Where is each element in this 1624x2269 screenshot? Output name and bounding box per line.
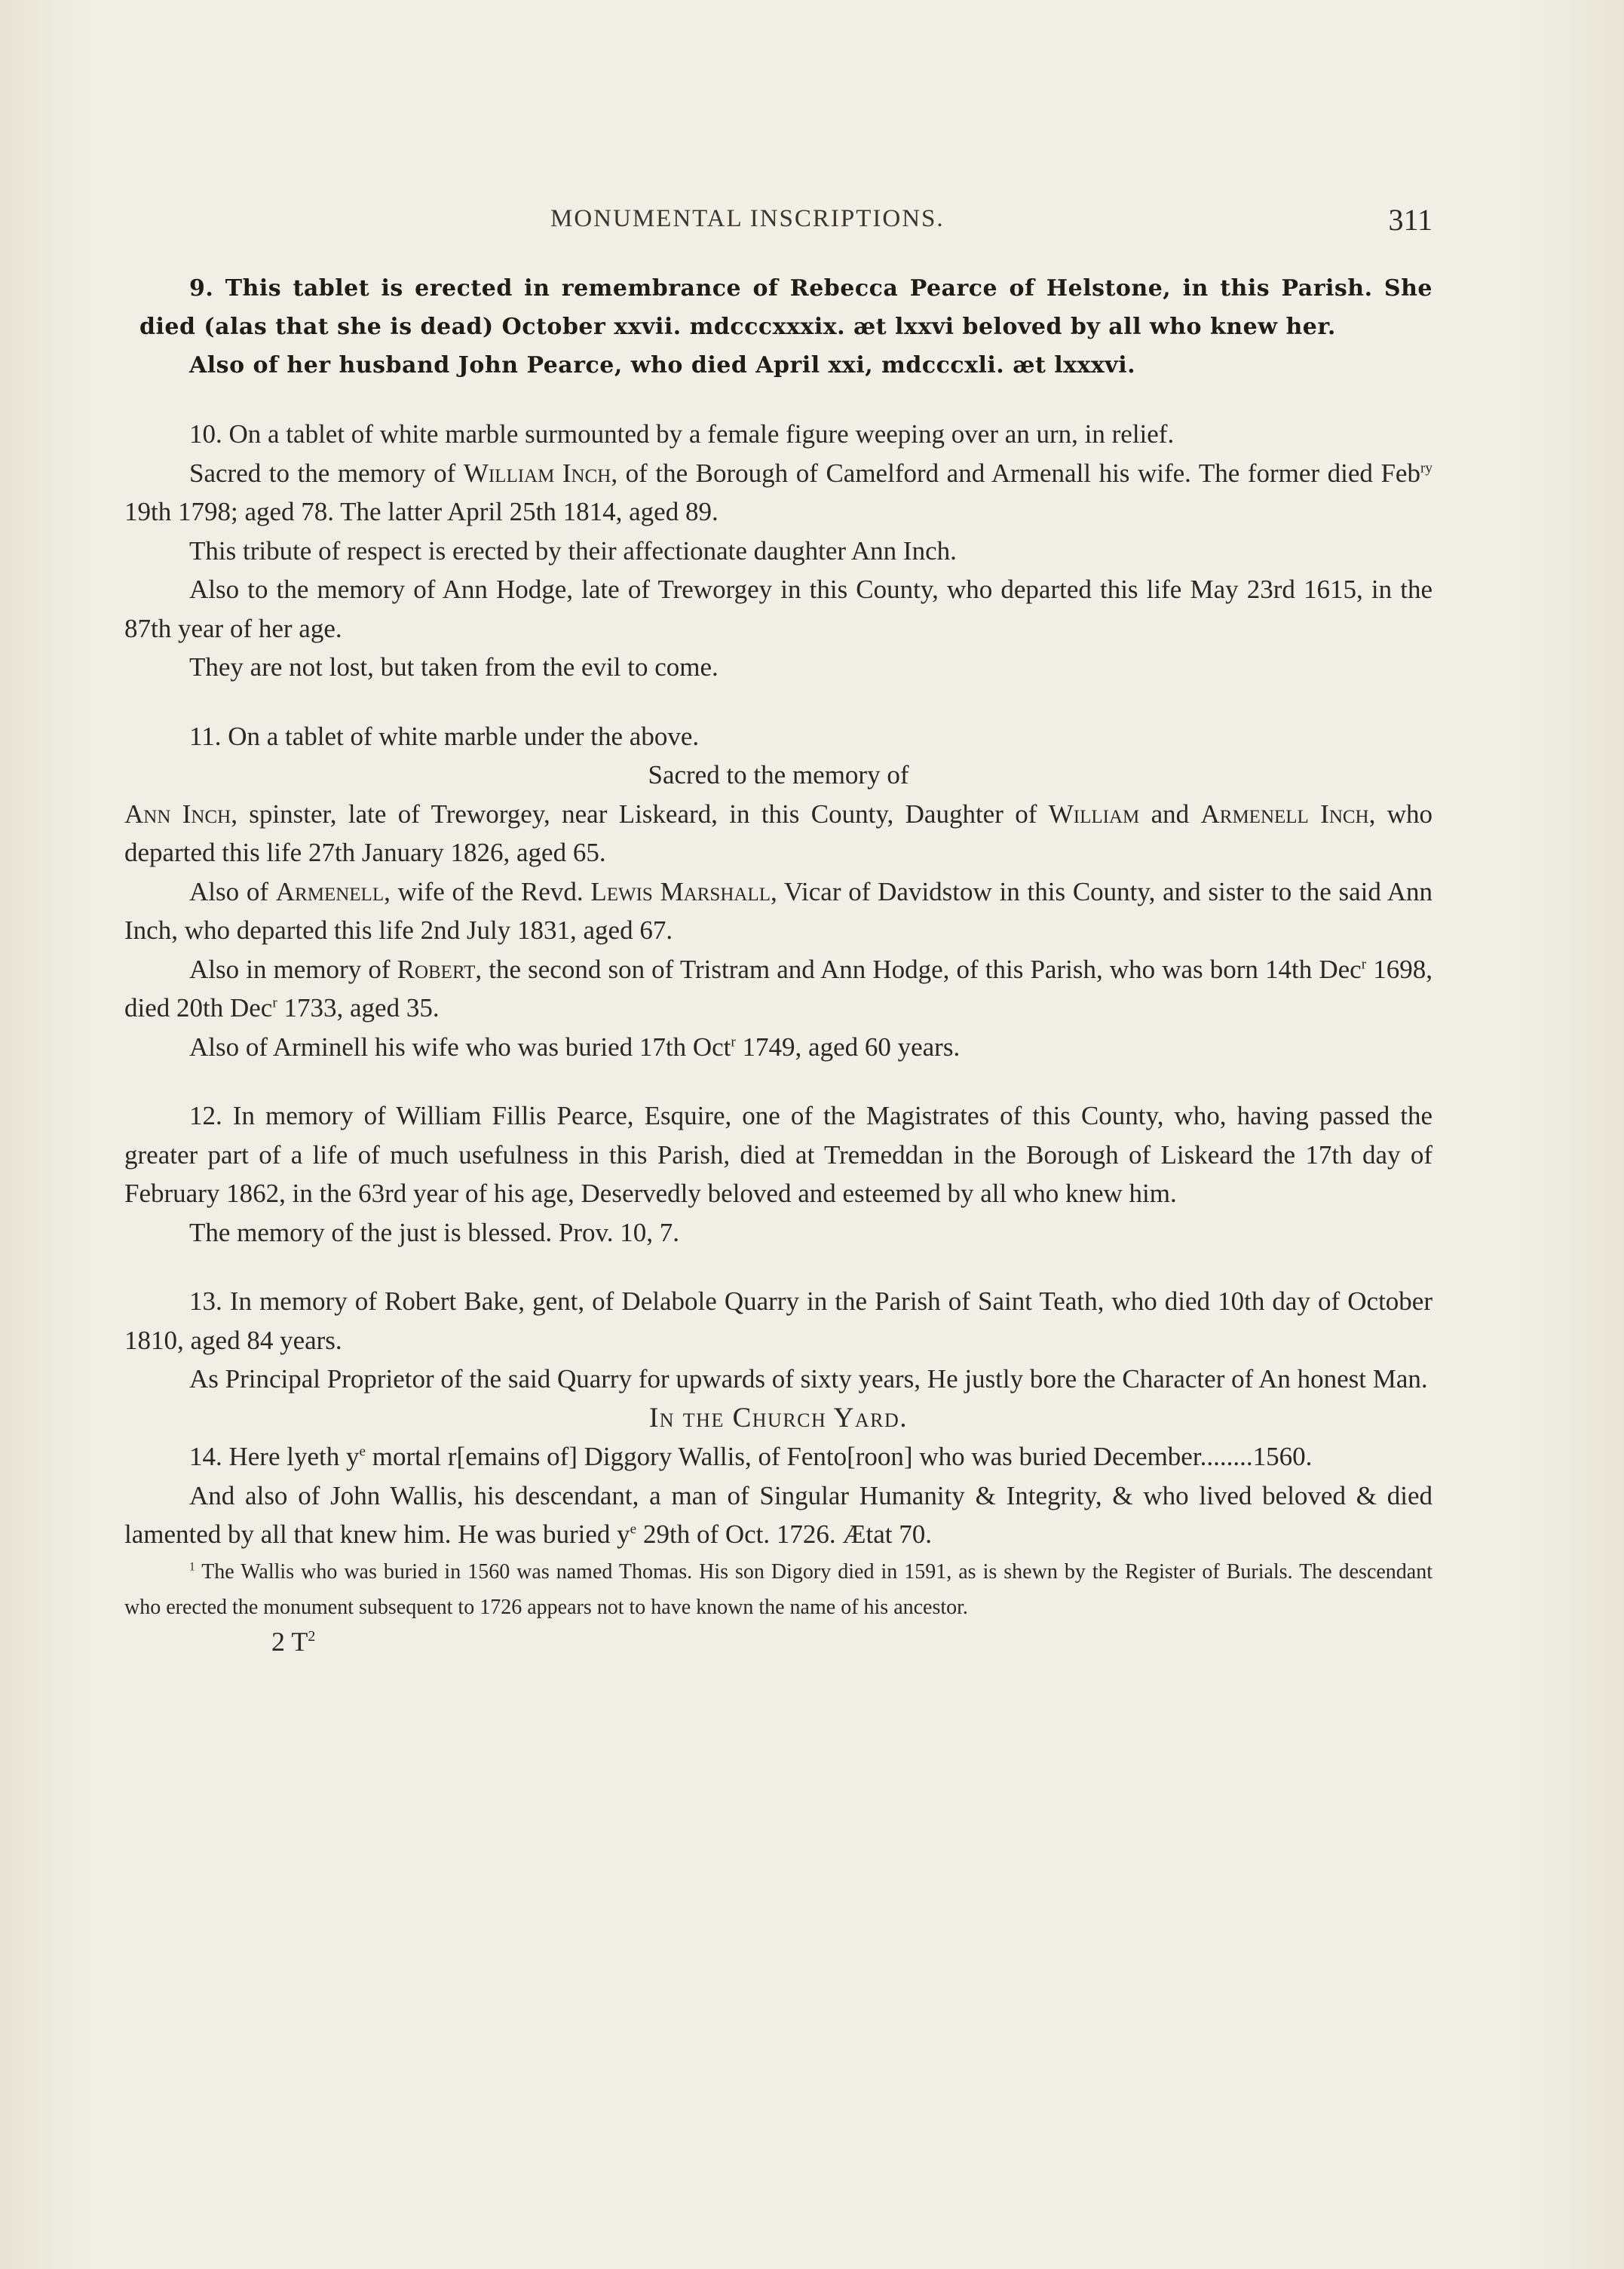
person-name: William — [1048, 799, 1140, 829]
entry-paragraph: Also to the memory of Ann Hodge, late of Treworgey in this County, who departed this life May 23rd 1615, in the 87th year of her age. — [124, 575, 1432, 643]
inscription-10 — [124, 415, 1432, 687]
person-name: Ann Inch — [124, 799, 231, 829]
entry-paragraph: Also of Arminell his wife who was buried 17th Oct$^r$ 1749, aged 60 years. — [189, 1032, 961, 1062]
person-name: Armenell — [275, 876, 385, 906]
entry-intro: 10. On a tablet of white marble surmounted by a female figure weeping over an urn, in relief. — [189, 419, 1175, 449]
gothic-line-2: died (alas that she is dead) October xxvii. mdcccxxxix. æt lxxvi beloved by all who knew her. — [139, 314, 1336, 340]
entry-paragraph: Also of Armenell, wife of the Revd. Lewis Marshall, Vicar of Davidstow in this County, and sister to the said Ann Inch, who departed this life 2nd July 1831, aged 67. — [124, 876, 1432, 945]
gothic-line-3: Also of her husband John Pearce, who died April xxi, mdcccxli. æt lxxxvi. — [189, 352, 1136, 379]
footnote: $^1$ The Wallis who was buried in 1560 was named Thomas. His son Digory died in 1591, as is shewn by the Register of Burials. The descendant who erected the monument subsequent to 1726 appears not to have known the name of his ancestor. — [124, 1559, 1432, 1619]
entry-paragraph: Sacred to the memory of William Inch, of the Borough of Camelford and Armenall his wife. The former died Feb$^{ry}$ 19th 1798; aged 78. The latter April 25th 1814, aged 89. — [124, 458, 1432, 526]
entry-paragraph: Also in memory of Robert, the second son of Tristram and Ann Hodge, of this Parish, who was born 14th Dec$^r$ 1698, died 20th Dec$^r$ 1733, aged 35. — [124, 954, 1433, 1023]
entry-paragraph: The memory of the just is blessed. Prov. 10, 7. — [189, 1217, 680, 1247]
spacer — [124, 385, 1432, 415]
inscription-13 — [124, 1282, 1432, 1399]
entry-paragraph: They are not lost, but taken from the evil to come. — [189, 652, 719, 682]
person-name: Armenell Inch — [1200, 799, 1369, 829]
inscription-14 — [124, 1437, 1432, 1554]
entry-intro: 11. On a tablet of white marble under the above. — [189, 721, 700, 751]
inscription-9 — [124, 269, 1432, 385]
gothic-line-1: 9. This tablet is erected in remembrance of Rebecca Pearce of Helstone, in this Parish. She — [189, 275, 1432, 302]
person-name: William Inch — [463, 458, 611, 488]
entry-paragraph: This tribute of respect is erected by their affectionate daughter Ann Inch. — [189, 535, 957, 566]
entry-paragraph: 14. Here lyeth $y^e$ mortal r[emains of] Diggory Wallis, of Fento[roon] who was buried December........1560. — [189, 1442, 1313, 1471]
printer-signature: 2 $T^2$ — [271, 1626, 316, 1657]
entry-paragraph: As Principal Proprietor of the said Quarry for upwards of sixty years, He justly bore the Character of An honest Man. — [189, 1364, 1428, 1394]
entry-paragraph: 13. In memory of Robert Bake, gent, of Delabole Quarry in the Parish of Saint Teath, who died 10th day of October 1810, aged 84 years. — [124, 1286, 1432, 1355]
centered-line: Sacred to the memory of — [648, 760, 909, 790]
person-name: Robert — [397, 954, 476, 984]
footnote-marker: 1 — [189, 1560, 195, 1574]
inscription-12 — [124, 1096, 1432, 1252]
spacer — [124, 687, 1432, 717]
inscription-11 — [124, 717, 1432, 1067]
spacer — [124, 1252, 1432, 1282]
spacer — [124, 1066, 1432, 1096]
running-title: MONUMENTAL INSCRIPTIONS. — [550, 205, 945, 232]
person-name: Lewis Marshall — [590, 876, 771, 906]
page-body — [124, 269, 1432, 1658]
entry-paragraph: Ann Inch, spinster, late of Treworgey, near Liskeard, in this County, Daughter of William and Armenell Inch, who departed this life 27th January 1826, aged 65. — [124, 799, 1432, 867]
page-number: 311 — [1388, 203, 1432, 237]
entry-paragraph: 12. In memory of William Fillis Pearce, Esquire, one of the Magistrates of this County, who, having passed the greater part of a life of much usefulness in this Parish, died at Tremeddan in the Borough of Liskeard the 17th day of February 1862, in the 63rd year of his age, Deservedly beloved and esteemed by all who knew him. — [124, 1101, 1432, 1208]
entry-paragraph: And also of John Wallis, his descendant, a man of Singular Humanity & Integrity, & who lived beloved & died lamented by all that knew him. He was buried $y^e$ 29th of Oct. 1726. Ætat 70. — [124, 1480, 1432, 1549]
section-heading: In the Church Yard. — [648, 1402, 909, 1433]
running-head — [124, 205, 1432, 243]
